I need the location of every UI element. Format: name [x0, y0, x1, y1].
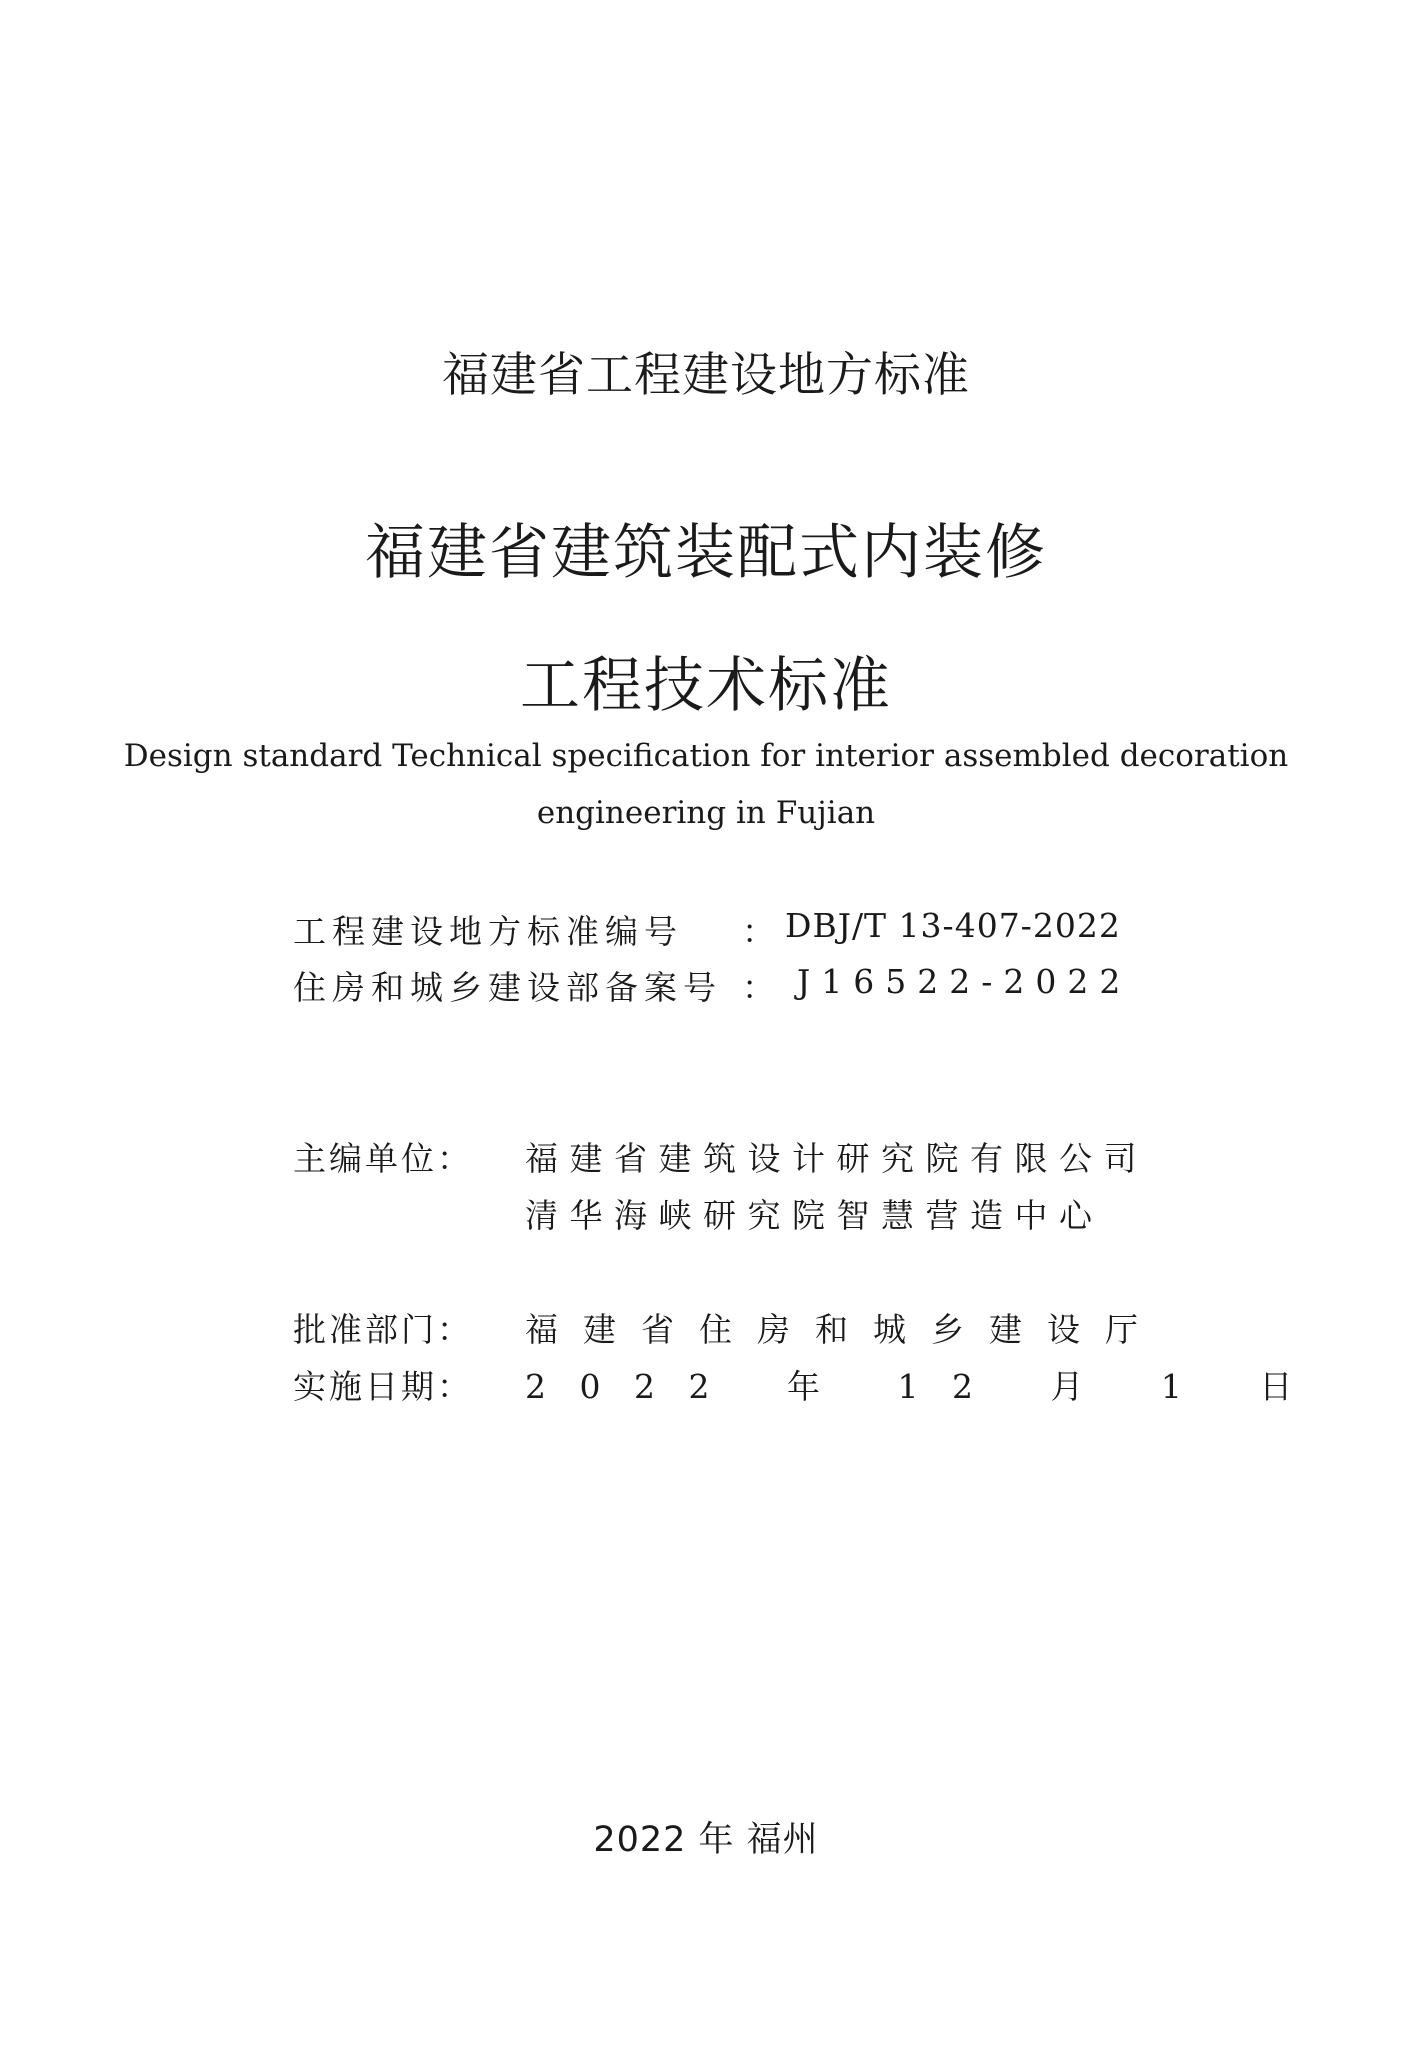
effective-date-label: 实施日期：: [293, 1367, 473, 1406]
chief-editor-label: 主编单位：: [293, 1139, 473, 1178]
effective-date-value: 2022 年 12 月 1 日: [525, 1367, 1326, 1406]
standard-series-heading: 福建省工程建设地方标准: [442, 348, 970, 403]
english-title-line-1: Design standard Technical specification for interior assembled decoration: [123, 738, 1289, 774]
chief-editor-2: 清华海峡研究院智慧营造中心: [525, 1196, 1104, 1235]
standard-number-label: 工程建设地方标准编号: [293, 912, 683, 951]
approval-department-label: 批准部门：: [293, 1310, 473, 1349]
publication-place-year: 2022 年 福州: [593, 1820, 819, 1860]
approval-department-value: 福建省住房和城乡建设厅: [525, 1310, 1163, 1349]
chief-editor-1: 福建省建筑设计研究院有限公司: [525, 1139, 1148, 1178]
standard-number-colon: ：: [742, 912, 775, 951]
document-title-line-2: 工程技术标准: [520, 651, 892, 721]
english-title-line-2: engineering in Fujian: [536, 795, 876, 831]
document-title-line-1: 福建省建筑装配式内装修: [365, 518, 1047, 588]
filing-number-value: J16522-2022: [797, 962, 1132, 1001]
filing-number-label: 住房和城乡建设部备案号: [293, 968, 722, 1007]
filing-number-colon: ：: [742, 968, 775, 1007]
standard-number-value: DBJ/T 13-407-2022: [785, 906, 1121, 945]
